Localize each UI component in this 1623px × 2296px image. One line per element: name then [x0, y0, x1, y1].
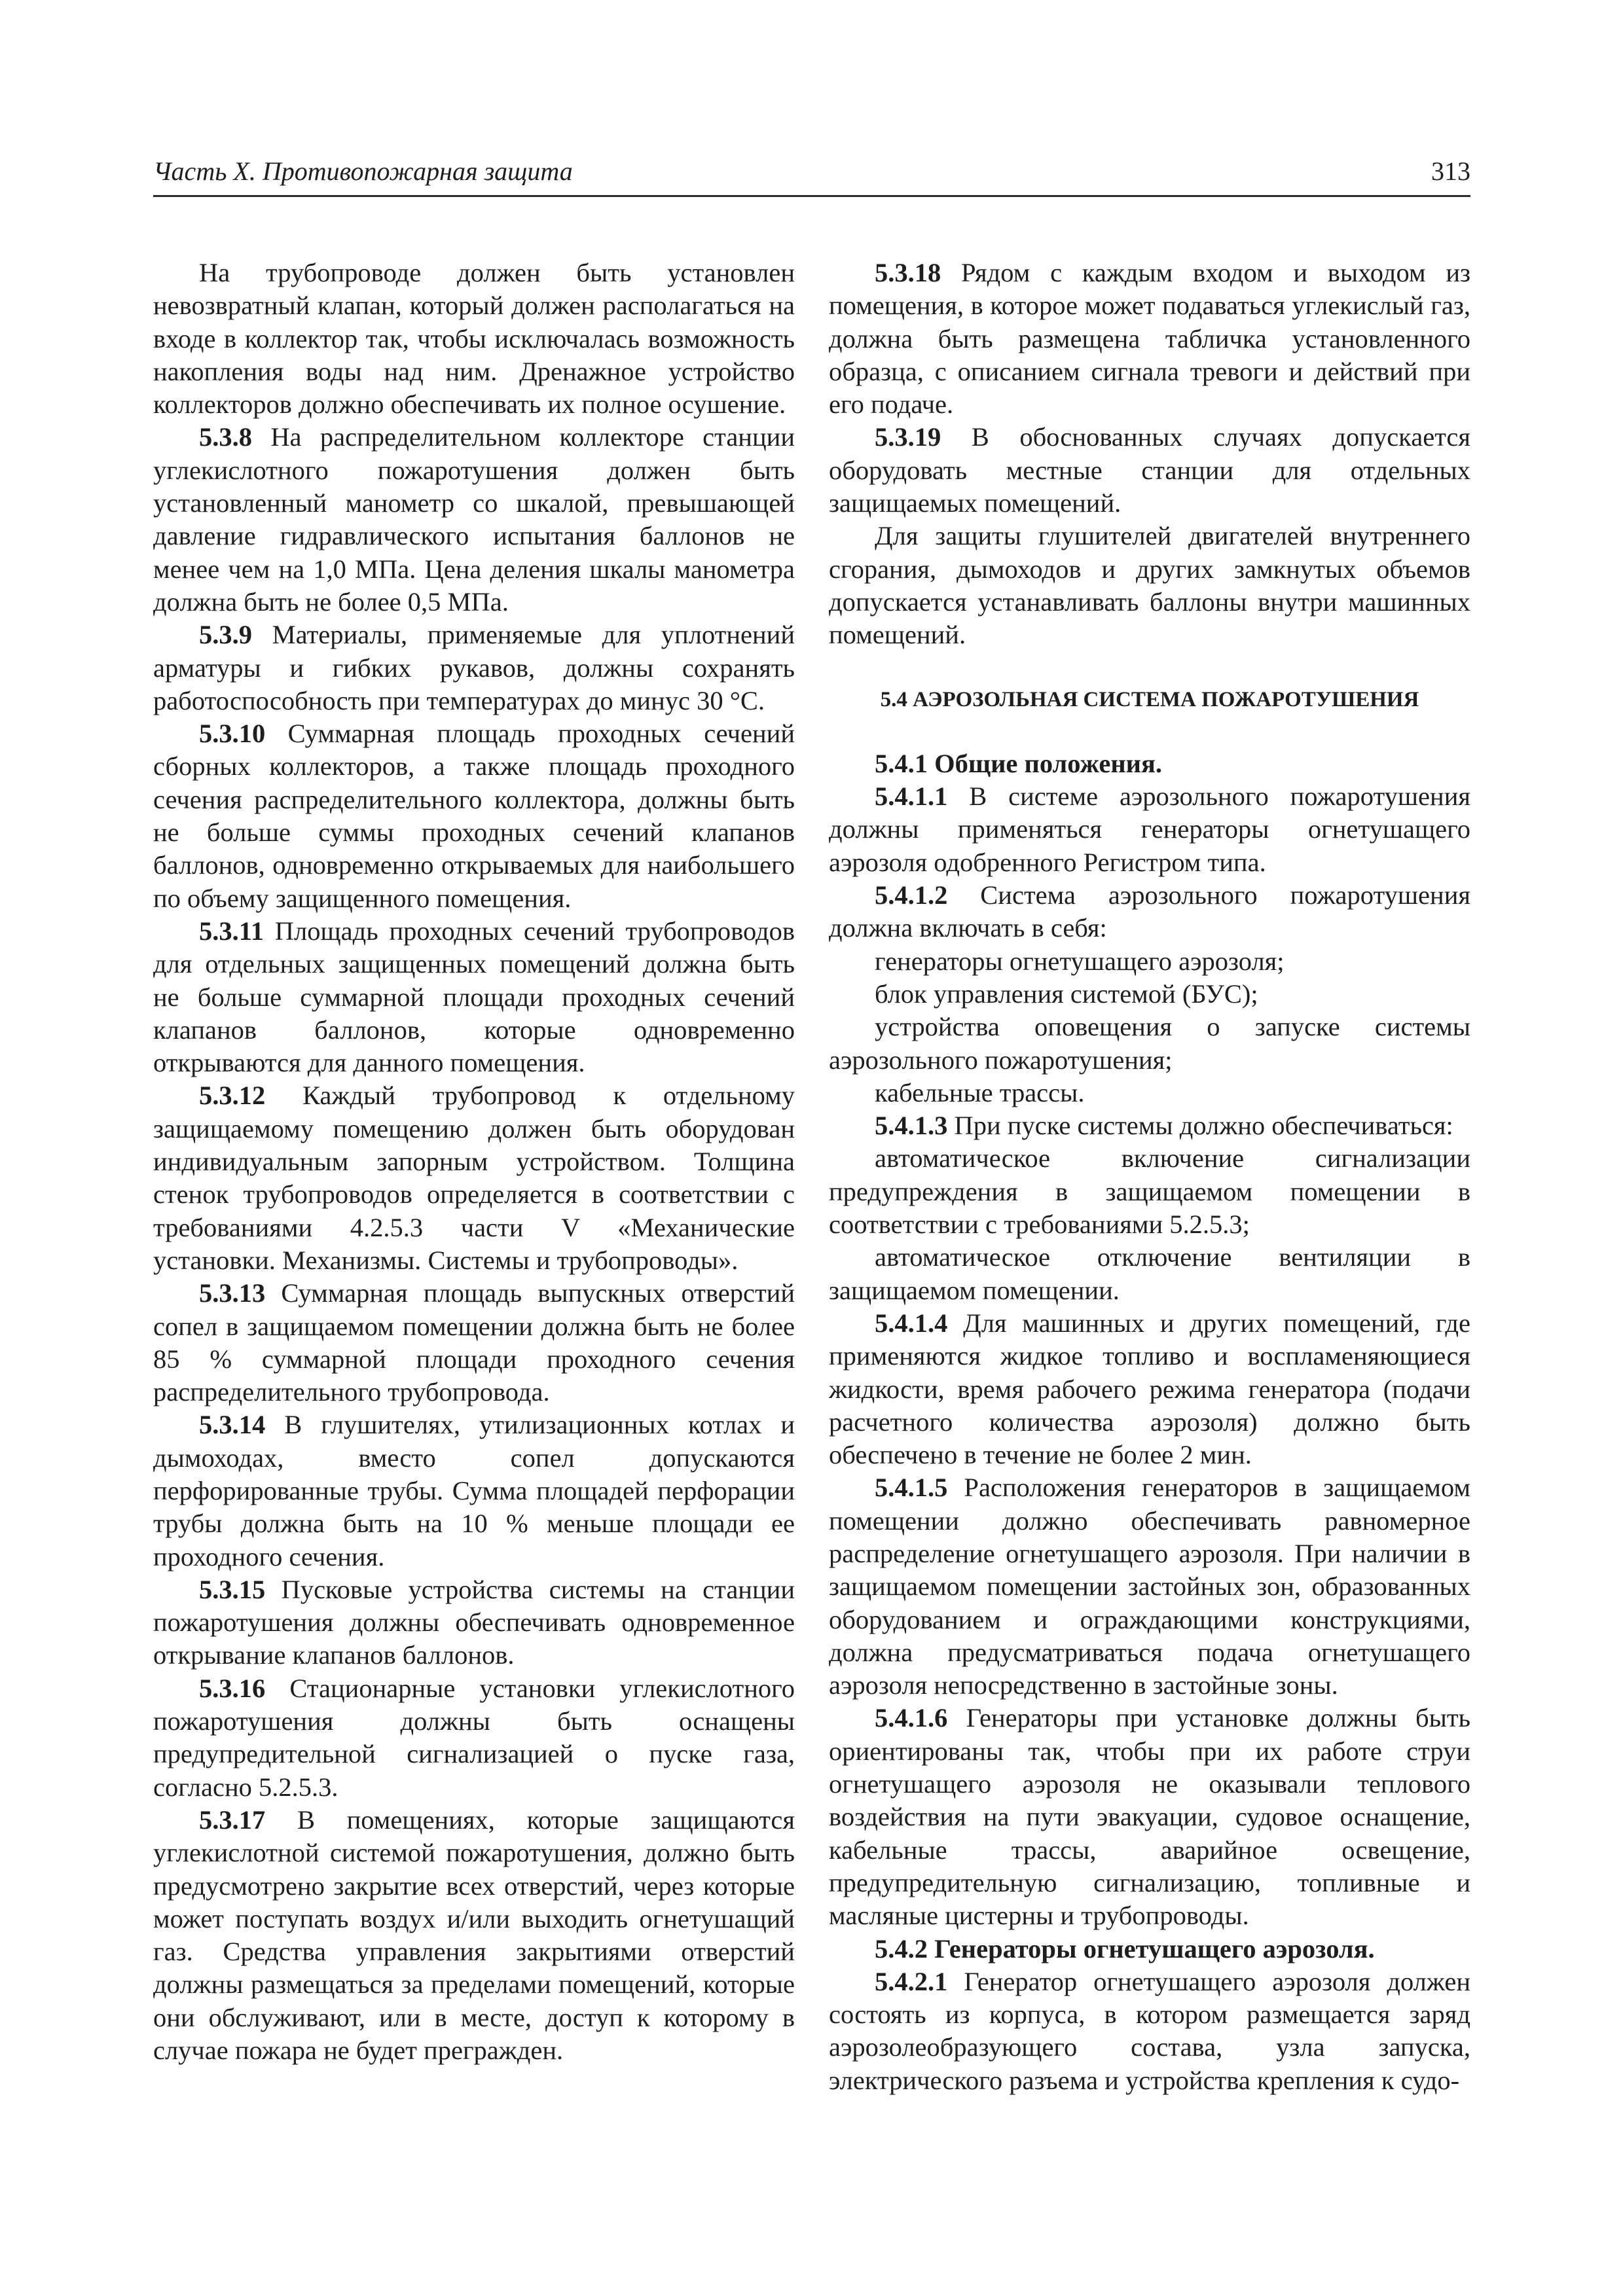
right-column [829, 257, 1470, 2097]
paragraph: 5.3.9 Материалы, применяемые для уплотнений арматуры и гибких рукавов, должны сохранять работоспособность при температурах до минус 30 °C. [153, 620, 795, 715]
paragraph: 5.3.11 Площадь проходных сечений трубопроводов для отдельных защищенных помещений должна быть не больше суммарной площади проходных сечений клапанов баллонов, которые одновременно открываются для данного помещения. [153, 916, 795, 1078]
paragraph: 5.4.2.1 Генератор огнетушащего аэрозоля должен состоять из корпуса, в котором размещается заряд аэрозолеобразующего состава, узла запуска, электрического разъема и устройства крепления к судо- [829, 1966, 1470, 2095]
paragraph: 5.3.8 На распределительном коллекторе станции углекислотного пожаротушения должен быть установленный манометр со шкалой, превышающей давление гидравлического испытания баллонов не менее чем на 1,0 МПа. Цена деления шкалы манометра должна быть не более 0,5 МПа. [153, 422, 795, 617]
list-item: генераторы огнетушащего аэрозоля; [875, 946, 1285, 976]
paragraph: 5.3.12 Каждый трубопровод к отдельному защищаемому помещению должен быть оборудован индивидуальным запорным устройством. Толщина стенок трубопроводов определяется в соответствии с требованиями 4.2.5.3 части V «Механические установки. Механизмы. Системы и трубопроводы». [153, 1081, 795, 1275]
paragraph: 5.3.13 Суммарная площадь выпускных отверстий сопел в защищаемом помещении должна быть не более 85 % суммарной площади проходного сечения распределительного трубопровода. [153, 1278, 795, 1407]
section-title: 5.4 АЭРОЗОЛЬНАЯ СИСТЕМА ПОЖАРОТУШЕНИЯ [880, 687, 1419, 711]
list-item: автоматическое отключение вентиляции в защищаемом помещении. [829, 1242, 1470, 1305]
page-header [153, 152, 1470, 197]
list-item: устройства оповещения о запуске системы аэрозольного пожаротушения; [829, 1012, 1470, 1075]
paragraph: 5.3.15 Пусковые устройства системы на станции пожаротушения должны обеспечивать одновременное открывание клапанов баллонов. [153, 1574, 795, 1670]
paragraph: 5.4.1.4 Для машинных и других помещений, где применяются жидкое топливо и воспламеняющиеся жидкости, время рабочего режима генератора (подачи расчетного количества аэрозоля) должно быть обеспечено в течение не более 2 мин. [829, 1308, 1471, 1470]
paragraph: 5.3.18 Рядом с каждым входом и выходом из помещения, в которое может подаваться углекислый газ, должна быть размещена табличка установленного образца, с описанием сигнала тревоги и действий при его подаче. [829, 258, 1471, 420]
paragraph: Для защиты глушителей двигателей внутреннего сгорания, дымоходов и других замкнутых объемов допускается устанавливать баллоны внутри машинных помещений. [829, 521, 1470, 650]
subsection-title: 5.4.1 Общие положения. [875, 748, 1163, 778]
left-column [153, 257, 795, 2067]
paragraph: На трубопроводе должен быть установлен невозвратный клапан, который должен располагаться на входе в коллектор так, чтобы исключалась возможность накопления воды над ним. Дренажное устройство коллекторов должно обеспечивать их полное осушение. [153, 258, 795, 420]
paragraph: 5.3.14 В глушителях, утилизационных котлах и дымоходах, вместо сопел допускаются перфорированные трубы. Сумма площадей перфорации трубы должна быть на 10 % меньше площади ее проходного сечения. [153, 1410, 795, 1571]
paragraph: 5.3.19 В обоснованных случаях допускается оборудовать местные станции для отдельных защищаемых помещений. [829, 422, 1470, 518]
list-item: автоматическое включение сигнализации предупреждения в защищаемом помещении в соответствии с требованиями 5.2.5.3; [829, 1143, 1470, 1240]
paragraph: 5.4.1.5 Расположения генераторов в защищаемом помещении должно обеспечивать равномерное распределение огнетушащего аэрозоля. При наличии в защищаемом помещении застойных зон, образованных оборудованием и ограждающими конструкциями, должна предусматриваться подача огнетушащего аэрозоля непосредственно в застойные зоны. [829, 1473, 1471, 1700]
page-number: 313 [1431, 156, 1470, 186]
paragraph: 5.3.17 В помещениях, которые защищаются углекислотной системой пожаротушения, должно быть предусмотрено закрытие всех отверстий, через которые может поступать воздух и/или выходить огнетушащий газ. Средства управления закрытиями отверстий должны размещаться за пределами помещений, которые они обслуживают, или в месте, доступ к которому в случае пожара не будет прегражден. [153, 1804, 795, 2066]
paragraph: 5.4.1.6 Генераторы при установке должны быть ориентированы так, чтобы при их работе струи огнетушащего аэрозоля не оказывали теплового воздействия на пути эвакуации, судовое оснащение, кабельные трассы, аварийное освещение, предупредительную сигнализацию, топливные и масляные цистерны и трубопроводы. [829, 1703, 1471, 1931]
list-item: блок управления системой (БУС); [875, 978, 1258, 1009]
paragraph: 5.4.1.2 Система аэрозольного пожаротушения должна включать в себя: [829, 880, 1470, 943]
list-item: кабельные трассы. [875, 1077, 1085, 1107]
subsection-title: 5.4.2 Генераторы огнетушащего аэрозоля. [875, 1933, 1375, 1964]
paragraph: 5.4.1.1 В системе аэрозольного пожаротушения должны применяться генераторы огнетушащего аэрозоля одобренного Регистром типа. [829, 781, 1471, 877]
running-title: Часть X. Противопожарная защита [153, 156, 573, 186]
paragraph: 5.3.10 Суммарная площадь проходных сечений сборных коллекторов, а также площадь проходного сечения распределительного коллектора, должны быть не больше суммы проходных сечений клапанов баллонов, одновременно открываемых для наибольшего по объему защищенного помещения. [153, 719, 795, 913]
paragraph: 5.4.1.3 При пуске системы должно обеспечиваться: [875, 1111, 1453, 1141]
paragraph: 5.3.16 Стационарные установки углекислотного пожаротушения должны быть оснащены предупредительной сигнализацией о пуске газа, согласно 5.2.5.3. [153, 1673, 795, 1802]
